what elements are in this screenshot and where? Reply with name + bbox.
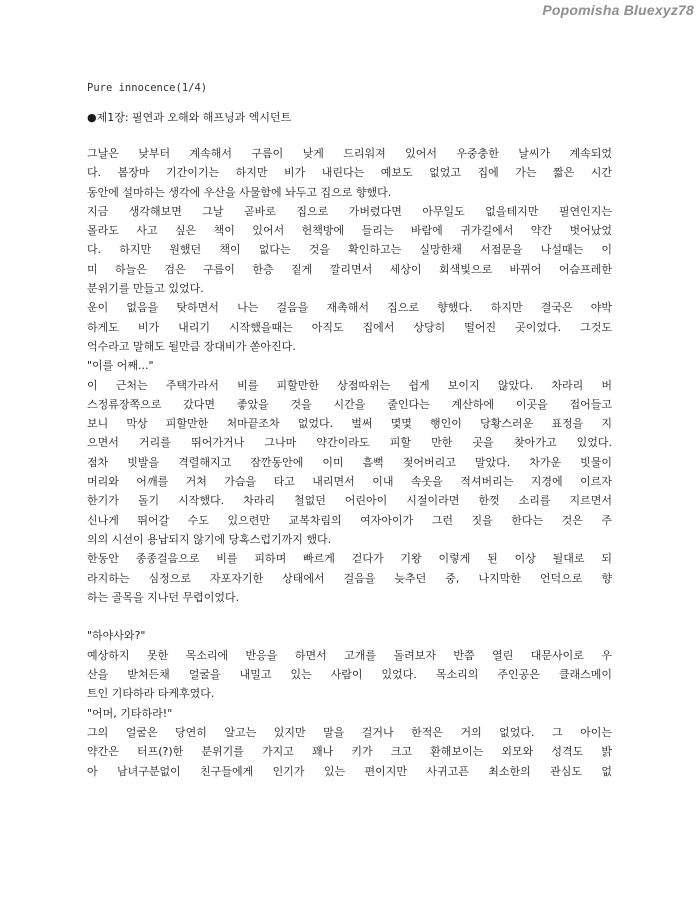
text-line: 미 하늘은 검은 구름이 한층 짙게 깔리면서 세상이 회색빛으로 바뀌어 어슴프레한 [87, 262, 612, 276]
text-line: 한기가 돌기 시작했다. 차라리 철없던 어린아이 시절이라면 한껏 소리를 지르면서 [87, 494, 612, 508]
text-line: 점차 빗발을 격렬해지고 잠깐동안에 이미 흠뻑 젖어버리고 말았다. 차가운 빗물이 [87, 455, 612, 469]
blank-line [87, 607, 612, 626]
text-line: 그의 얼굴은 당연히 알고는 있지만 말을 걸거나 한적은 거의 없었다. 그 아이는 [87, 725, 612, 739]
text-line: 하게도 비가 내리기 시작했을때는 아직도 집에서 상당히 떨어진 곳이었다. 그것도 [87, 320, 612, 334]
text-line: "어머, 기타하라!" [87, 706, 173, 720]
document-title: Pure innocence(1/4) [87, 82, 208, 94]
text-line: 지금 생각해보면 그날 곧바로 집으로 가버렸다면 아무일도 없을테지만 필연인지는 [87, 204, 612, 218]
text-line: 몰라도 사고 싶은 책이 있어서 헌책방에 들리는 바람에 귀가길에서 약간 벗어났었 [87, 224, 612, 238]
chapter-title: ●제1장: 필연과 오해와 해프닝과 엑시던트 [87, 111, 292, 124]
text-line: 다. 봄장마 기간이기는 하지만 비가 내린다는 예보도 없었고 집에 가는 짧은 시간 [87, 166, 612, 180]
text-line: 억수라고 말해도 될만큼 장대비가 쏟아진다. [87, 339, 296, 353]
text-line: 신나게 뛰어갈 수도 있으련만 교복차림의 여자아이가 그런 짓을 한다는 것은 주 [87, 513, 612, 527]
text-line: 약간은 터프(?)한 분위기를 가지고 꽤나 키가 크고 환해보이는 외모와 성격도 밝 [87, 745, 612, 759]
watermark: Popomisha Bluexyz78 [542, 2, 694, 18]
text-line: 동안에 설마하는 생각에 우산을 사물함에 놔두고 집으로 향했다. [87, 185, 392, 199]
text-line: 하는 골목을 지나던 무렵이었다. [87, 590, 240, 604]
text-line: 의의 시선이 용납되지 않기에 당혹스럽기까지 했다. [87, 532, 332, 546]
text-line: 아 남녀구분없이 친구들에게 인기가 있는 편이지만 사귀고픈 최소한의 관심도 없 [87, 764, 612, 778]
text-line: 트인 기타하라 타케후였다. [87, 687, 215, 701]
text-line: 라지하는 심정으로 자포자기한 상태에서 걸음을 늦추던 중, 나지막한 언덕으로 향 [87, 571, 612, 585]
text-line: 이 근처는 주택가라서 비를 피할만한 상점따위는 쉽게 보이지 않았다. 차라리 버 [87, 378, 612, 392]
text-line: 다. 하지만 원했던 책이 없다는 것을 확인하고는 실망한채 서점문을 나설때는 이 [87, 243, 612, 257]
document-page [87, 80, 612, 781]
text-line: 산을 받쳐든채 얼굴을 내밀고 있는 사람이 있었다. 목소리의 주인공은 클래스메이 [87, 668, 612, 682]
text-line: 그날은 낮부터 계속해서 구름이 낮게 드리워져 있어서 우중충한 날씨가 계속되었 [87, 147, 612, 160]
text-line: 분위기를 만들고 있었다. [87, 282, 204, 296]
text-line: "하야사와?" [87, 629, 146, 643]
text-line: "이를 어째..." [87, 359, 154, 373]
text-line: 한동안 종종걸음으로 비를 피하며 빠르게 걷다가 기왕 이렇게 된 이상 될대로 되 [87, 552, 612, 566]
text-line: 예상하지 못한 목소리에 반응을 하면서 고개를 돌려보자 반쯤 열린 대문사이로 우 [87, 648, 612, 662]
text-line: 보니 막상 피할만한 처마끝조차 없었다. 벌써 몇몇 행인이 당황스러운 표정을 지 [87, 417, 612, 431]
text-line: 머리와 어깨를 거쳐 가슴을 타고 내리면서 이내 속옷을 적셔버리는 지경에 이르자 [87, 475, 612, 489]
text-line: 운이 없음을 탓하면서 나는 걸음을 재촉해서 집으로 향했다. 하지만 결국은 야박 [87, 301, 612, 315]
text-line: 으면서 거리를 뛰어가거나 그나마 약간이라도 피할 만한 곳을 찾아가고 있었다. [87, 436, 612, 450]
text-line: 스정류장쪽으로 갔다면 좋았을 것을 시간을 줄인다는 계산하에 이곳을 접어들고 [87, 397, 612, 411]
body-text [87, 144, 612, 781]
